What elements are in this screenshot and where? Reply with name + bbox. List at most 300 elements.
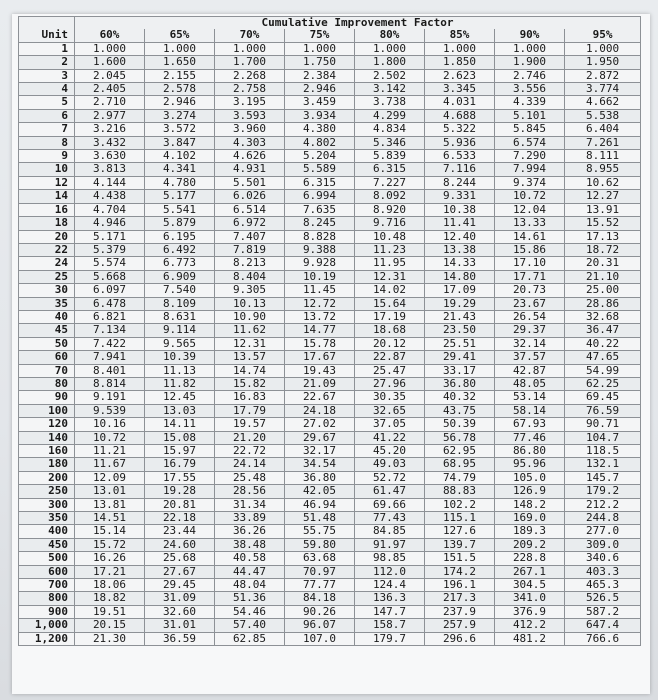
table-row — [19, 243, 641, 256]
factor-cell: 4.626 — [215, 150, 285, 163]
factor-cell: 526.5 — [565, 592, 641, 605]
factor-cell: 95.96 — [495, 458, 565, 471]
factor-cell: 9.539 — [75, 404, 145, 417]
unit-cell: 1,200 — [19, 632, 75, 645]
column-header: 75% — [285, 29, 355, 42]
factor-cell: 14.74 — [215, 364, 285, 377]
factor-cell: 8.092 — [355, 190, 425, 203]
factor-cell: 56.78 — [425, 431, 495, 444]
factor-cell: 244.8 — [565, 512, 641, 525]
factor-cell: 2.710 — [75, 96, 145, 109]
factor-cell: 20.12 — [355, 337, 425, 350]
factor-cell: 9.716 — [355, 217, 425, 230]
factor-cell: 37.57 — [495, 351, 565, 364]
table-row — [19, 525, 641, 538]
factor-cell: 9.374 — [495, 176, 565, 189]
factor-cell: 59.80 — [285, 538, 355, 551]
table-row — [19, 579, 641, 592]
factor-cell: 5.379 — [75, 243, 145, 256]
factor-cell: 4.380 — [285, 123, 355, 136]
factor-cell: 6.574 — [495, 136, 565, 149]
factor-cell: 4.688 — [425, 109, 495, 122]
factor-cell: 112.0 — [355, 565, 425, 578]
factor-cell: 62.85 — [215, 632, 285, 645]
factor-cell: 41.22 — [355, 431, 425, 444]
unit-cell: 700 — [19, 579, 75, 592]
factor-cell: 124.4 — [355, 579, 425, 592]
table-row — [19, 176, 641, 189]
unit-cell: 4 — [19, 83, 75, 96]
unit-cell: 24 — [19, 257, 75, 270]
table-row — [19, 230, 641, 243]
factor-cell: 217.3 — [425, 592, 495, 605]
factor-cell: 13.01 — [75, 485, 145, 498]
table-row — [19, 364, 641, 377]
factor-cell: 29.67 — [285, 431, 355, 444]
factor-cell: 136.3 — [355, 592, 425, 605]
factor-cell: 14.02 — [355, 284, 425, 297]
factor-cell: 2.977 — [75, 109, 145, 122]
factor-cell: 58.14 — [495, 404, 565, 417]
factor-cell: 11.41 — [425, 217, 495, 230]
factor-cell: 3.813 — [75, 163, 145, 176]
factor-cell: 15.82 — [215, 377, 285, 390]
table-row — [19, 592, 641, 605]
factor-cell: 33.89 — [215, 512, 285, 525]
factor-cell: 4.144 — [75, 176, 145, 189]
table-row — [19, 351, 641, 364]
factor-cell: 49.03 — [355, 458, 425, 471]
factor-cell: 20.31 — [565, 257, 641, 270]
factor-cell: 9.305 — [215, 284, 285, 297]
factor-cell: 1.650 — [145, 56, 215, 69]
factor-cell: 10.16 — [75, 418, 145, 431]
factor-cell: 55.75 — [285, 525, 355, 538]
factor-cell: 2.502 — [355, 69, 425, 82]
unit-cell: 14 — [19, 190, 75, 203]
unit-cell: 7 — [19, 123, 75, 136]
factor-cell: 11.67 — [75, 458, 145, 471]
factor-cell: 25.00 — [565, 284, 641, 297]
factor-cell: 2.872 — [565, 69, 641, 82]
unit-cell: 16 — [19, 203, 75, 216]
factor-cell: 2.946 — [145, 96, 215, 109]
factor-cell: 465.3 — [565, 579, 641, 592]
unit-cell: 25 — [19, 270, 75, 283]
factor-cell: 8.244 — [425, 176, 495, 189]
unit-cell: 160 — [19, 445, 75, 458]
table-row — [19, 337, 641, 350]
table-row — [19, 297, 641, 310]
table-row — [19, 471, 641, 484]
factor-cell: 7.134 — [75, 324, 145, 337]
factor-cell: 2.946 — [285, 83, 355, 96]
factor-cell: 40.22 — [565, 337, 641, 350]
factor-cell: 196.1 — [425, 579, 495, 592]
unit-cell: 30 — [19, 284, 75, 297]
factor-cell: 22.72 — [215, 445, 285, 458]
table-row — [19, 538, 641, 551]
factor-cell: 6.315 — [285, 176, 355, 189]
factor-cell: 341.0 — [495, 592, 565, 605]
factor-cell: 5.171 — [75, 230, 145, 243]
column-header: 70% — [215, 29, 285, 42]
column-header: 95% — [565, 29, 641, 42]
factor-cell: 9.114 — [145, 324, 215, 337]
factor-cell: 147.7 — [355, 605, 425, 618]
factor-cell: 17.79 — [215, 404, 285, 417]
factor-cell: 3.847 — [145, 136, 215, 149]
factor-cell: 6.026 — [215, 190, 285, 203]
table-row — [19, 203, 641, 216]
factor-cell: 14.77 — [285, 324, 355, 337]
factor-cell: 25.51 — [425, 337, 495, 350]
factor-cell: 13.91 — [565, 203, 641, 216]
table-body — [19, 42, 641, 645]
table-row — [19, 190, 641, 203]
factor-cell: 10.39 — [145, 351, 215, 364]
factor-cell: 309.0 — [565, 538, 641, 551]
factor-cell: 74.79 — [425, 471, 495, 484]
factor-cell: 8.401 — [75, 364, 145, 377]
unit-cell: 140 — [19, 431, 75, 444]
factor-cell: 46.94 — [285, 498, 355, 511]
factor-cell: 132.1 — [565, 458, 641, 471]
table-title: Cumulative Improvement Factor — [75, 17, 641, 30]
factor-cell: 7.941 — [75, 351, 145, 364]
factor-cell: 7.227 — [355, 176, 425, 189]
table-row — [19, 632, 641, 645]
factor-cell: 1.900 — [495, 56, 565, 69]
table-row — [19, 377, 641, 390]
factor-cell: 28.56 — [215, 485, 285, 498]
factor-cell: 20.81 — [145, 498, 215, 511]
factor-cell: 14.61 — [495, 230, 565, 243]
factor-cell: 51.48 — [285, 512, 355, 525]
unit-cell: 180 — [19, 458, 75, 471]
unit-cell: 300 — [19, 498, 75, 511]
factor-cell: 7.994 — [495, 163, 565, 176]
unit-cell: 250 — [19, 485, 75, 498]
factor-cell: 647.4 — [565, 619, 641, 632]
factor-cell: 24.18 — [285, 404, 355, 417]
factor-cell: 17.09 — [425, 284, 495, 297]
factor-cell: 8.245 — [285, 217, 355, 230]
cumulative-improvement-table — [18, 16, 641, 646]
factor-cell: 17.19 — [355, 310, 425, 323]
factor-cell: 27.96 — [355, 377, 425, 390]
table-row — [19, 83, 641, 96]
factor-cell: 2.045 — [75, 69, 145, 82]
factor-cell: 45.20 — [355, 445, 425, 458]
unit-cell: 2 — [19, 56, 75, 69]
factor-cell: 21.10 — [565, 270, 641, 283]
factor-cell: 5.177 — [145, 190, 215, 203]
factor-cell: 8.631 — [145, 310, 215, 323]
factor-cell: 8.404 — [215, 270, 285, 283]
unit-cell: 500 — [19, 552, 75, 565]
unit-cell: 12 — [19, 176, 75, 189]
factor-cell: 68.95 — [425, 458, 495, 471]
factor-cell: 28.86 — [565, 297, 641, 310]
factor-cell: 340.6 — [565, 552, 641, 565]
factor-cell: 8.109 — [145, 297, 215, 310]
factor-cell: 3.556 — [495, 83, 565, 96]
factor-cell: 29.45 — [145, 579, 215, 592]
factor-cell: 2.405 — [75, 83, 145, 96]
factor-cell: 403.3 — [565, 565, 641, 578]
column-header: 80% — [355, 29, 425, 42]
factor-cell: 8.828 — [285, 230, 355, 243]
factor-cell: 11.21 — [75, 445, 145, 458]
factor-cell: 21.20 — [215, 431, 285, 444]
factor-cell: 25.48 — [215, 471, 285, 484]
factor-cell: 481.2 — [495, 632, 565, 645]
column-header: 85% — [425, 29, 495, 42]
factor-cell: 13.81 — [75, 498, 145, 511]
factor-cell: 13.72 — [285, 310, 355, 323]
table-row — [19, 431, 641, 444]
factor-cell: 5.839 — [355, 150, 425, 163]
factor-cell: 1.000 — [495, 42, 565, 55]
unit-cell: 8 — [19, 136, 75, 149]
unit-cell: 70 — [19, 364, 75, 377]
factor-cell: 7.261 — [565, 136, 641, 149]
factor-cell: 14.33 — [425, 257, 495, 270]
factor-cell: 26.54 — [495, 310, 565, 323]
factor-cell: 38.48 — [215, 538, 285, 551]
factor-cell: 15.72 — [75, 538, 145, 551]
factor-cell: 27.67 — [145, 565, 215, 578]
factor-cell: 18.06 — [75, 579, 145, 592]
unit-cell: 900 — [19, 605, 75, 618]
factor-cell: 22.67 — [285, 391, 355, 404]
unit-cell: 10 — [19, 163, 75, 176]
factor-cell: 8.213 — [215, 257, 285, 270]
factor-cell: 17.71 — [495, 270, 565, 283]
unit-cell: 22 — [19, 243, 75, 256]
factor-cell: 61.47 — [355, 485, 425, 498]
factor-cell: 62.95 — [425, 445, 495, 458]
factor-cell: 102.2 — [425, 498, 495, 511]
factor-cell: 9.331 — [425, 190, 495, 203]
factor-cell: 5.879 — [145, 217, 215, 230]
unit-cell: 3 — [19, 69, 75, 82]
table-row — [19, 69, 641, 82]
factor-cell: 5.322 — [425, 123, 495, 136]
factor-cell: 13.03 — [145, 404, 215, 417]
factor-cell: 3.630 — [75, 150, 145, 163]
factor-cell: 42.87 — [495, 364, 565, 377]
table-row — [19, 163, 641, 176]
factor-cell: 1.000 — [215, 42, 285, 55]
factor-cell: 115.1 — [425, 512, 495, 525]
factor-cell: 4.339 — [495, 96, 565, 109]
factor-cell: 86.80 — [495, 445, 565, 458]
factor-cell: 7.819 — [215, 243, 285, 256]
factor-cell: 2.746 — [495, 69, 565, 82]
factor-cell: 3.195 — [215, 96, 285, 109]
factor-cell: 237.9 — [425, 605, 495, 618]
factor-cell: 19.57 — [215, 418, 285, 431]
factor-cell: 4.780 — [145, 176, 215, 189]
factor-cell: 11.62 — [215, 324, 285, 337]
factor-cell: 5.101 — [495, 109, 565, 122]
factor-cell: 16.83 — [215, 391, 285, 404]
factor-cell: 20.15 — [75, 619, 145, 632]
unit-cell: 1,000 — [19, 619, 75, 632]
factor-cell: 4.299 — [355, 109, 425, 122]
factor-cell: 257.9 — [425, 619, 495, 632]
factor-cell: 18.82 — [75, 592, 145, 605]
factor-cell: 5.574 — [75, 257, 145, 270]
factor-cell: 90.26 — [285, 605, 355, 618]
table-row — [19, 56, 641, 69]
factor-cell: 267.1 — [495, 565, 565, 578]
factor-cell: 10.48 — [355, 230, 425, 243]
table-row — [19, 96, 641, 109]
factor-cell: 3.572 — [145, 123, 215, 136]
factor-cell: 9.565 — [145, 337, 215, 350]
unit-cell: 450 — [19, 538, 75, 551]
factor-cell: 277.0 — [565, 525, 641, 538]
factor-cell: 47.65 — [565, 351, 641, 364]
table-row — [19, 418, 641, 431]
factor-cell: 296.6 — [425, 632, 495, 645]
factor-cell: 7.116 — [425, 163, 495, 176]
column-header: 90% — [495, 29, 565, 42]
factor-cell: 179.7 — [355, 632, 425, 645]
factor-cell: 7.290 — [495, 150, 565, 163]
factor-cell: 8.920 — [355, 203, 425, 216]
factor-cell: 4.438 — [75, 190, 145, 203]
factor-cell: 3.593 — [215, 109, 285, 122]
table-row — [19, 217, 641, 230]
factor-cell: 4.802 — [285, 136, 355, 149]
factor-cell: 3.432 — [75, 136, 145, 149]
factor-cell: 21.43 — [425, 310, 495, 323]
factor-cell: 88.83 — [425, 485, 495, 498]
factor-cell: 31.01 — [145, 619, 215, 632]
factor-cell: 14.11 — [145, 418, 215, 431]
factor-cell: 90.71 — [565, 418, 641, 431]
factor-cell: 18.68 — [355, 324, 425, 337]
factor-cell: 4.031 — [425, 96, 495, 109]
factor-cell: 4.946 — [75, 217, 145, 230]
factor-cell: 5.204 — [285, 150, 355, 163]
factor-cell: 50.39 — [425, 418, 495, 431]
factor-cell: 9.191 — [75, 391, 145, 404]
unit-column-header: Unit — [19, 29, 75, 42]
factor-cell: 53.14 — [495, 391, 565, 404]
table-row — [19, 123, 641, 136]
factor-cell: 4.931 — [215, 163, 285, 176]
unit-cell: 800 — [19, 592, 75, 605]
factor-cell: 1.000 — [145, 42, 215, 55]
factor-cell: 12.45 — [145, 391, 215, 404]
factor-cell: 6.097 — [75, 284, 145, 297]
factor-cell: 412.2 — [495, 619, 565, 632]
factor-cell: 12.09 — [75, 471, 145, 484]
factor-cell: 32.65 — [355, 404, 425, 417]
factor-cell: 4.341 — [145, 163, 215, 176]
factor-cell: 7.407 — [215, 230, 285, 243]
factor-cell: 36.80 — [285, 471, 355, 484]
factor-cell: 63.68 — [285, 552, 355, 565]
unit-cell: 40 — [19, 310, 75, 323]
factor-cell: 57.40 — [215, 619, 285, 632]
factor-cell: 54.99 — [565, 364, 641, 377]
factor-cell: 11.82 — [145, 377, 215, 390]
factor-cell: 22.87 — [355, 351, 425, 364]
factor-cell: 148.2 — [495, 498, 565, 511]
factor-cell: 3.934 — [285, 109, 355, 122]
factor-cell: 96.07 — [285, 619, 355, 632]
factor-cell: 7.422 — [75, 337, 145, 350]
factor-cell: 44.47 — [215, 565, 285, 578]
factor-cell: 17.13 — [565, 230, 641, 243]
factor-cell: 12.72 — [285, 297, 355, 310]
factor-cell: 6.972 — [215, 217, 285, 230]
factor-cell: 2.384 — [285, 69, 355, 82]
factor-cell: 5.501 — [215, 176, 285, 189]
factor-cell: 1.800 — [355, 56, 425, 69]
factor-cell: 10.13 — [215, 297, 285, 310]
factor-cell: 14.80 — [425, 270, 495, 283]
factor-cell: 151.5 — [425, 552, 495, 565]
factor-cell: 1.000 — [75, 42, 145, 55]
unit-cell: 9 — [19, 150, 75, 163]
factor-cell: 51.36 — [215, 592, 285, 605]
factor-cell: 1.950 — [565, 56, 641, 69]
table-row — [19, 605, 641, 618]
factor-cell: 13.57 — [215, 351, 285, 364]
table-row — [19, 270, 641, 283]
factor-cell: 13.38 — [425, 243, 495, 256]
factor-cell: 36.59 — [145, 632, 215, 645]
factor-cell: 3.345 — [425, 83, 495, 96]
factor-cell: 11.23 — [355, 243, 425, 256]
factor-cell: 145.7 — [565, 471, 641, 484]
factor-cell: 6.909 — [145, 270, 215, 283]
factor-cell: 5.589 — [285, 163, 355, 176]
factor-cell: 6.492 — [145, 243, 215, 256]
factor-cell: 76.59 — [565, 404, 641, 417]
table-row — [19, 284, 641, 297]
factor-cell: 2.578 — [145, 83, 215, 96]
factor-cell: 174.2 — [425, 565, 495, 578]
factor-cell: 9.928 — [285, 257, 355, 270]
factor-cell: 8.814 — [75, 377, 145, 390]
factor-cell: 10.38 — [425, 203, 495, 216]
factor-cell: 34.54 — [285, 458, 355, 471]
factor-cell: 8.955 — [565, 163, 641, 176]
table-row — [19, 150, 641, 163]
factor-cell: 7.635 — [285, 203, 355, 216]
unit-cell: 35 — [19, 297, 75, 310]
factor-cell: 3.142 — [355, 83, 425, 96]
factor-cell: 304.5 — [495, 579, 565, 592]
factor-cell: 4.662 — [565, 96, 641, 109]
unit-cell: 120 — [19, 418, 75, 431]
table-row — [19, 42, 641, 55]
factor-cell: 2.758 — [215, 83, 285, 96]
factor-cell: 15.86 — [495, 243, 565, 256]
factor-cell: 1.000 — [565, 42, 641, 55]
factor-cell: 52.72 — [355, 471, 425, 484]
factor-cell: 42.05 — [285, 485, 355, 498]
table-row — [19, 391, 641, 404]
